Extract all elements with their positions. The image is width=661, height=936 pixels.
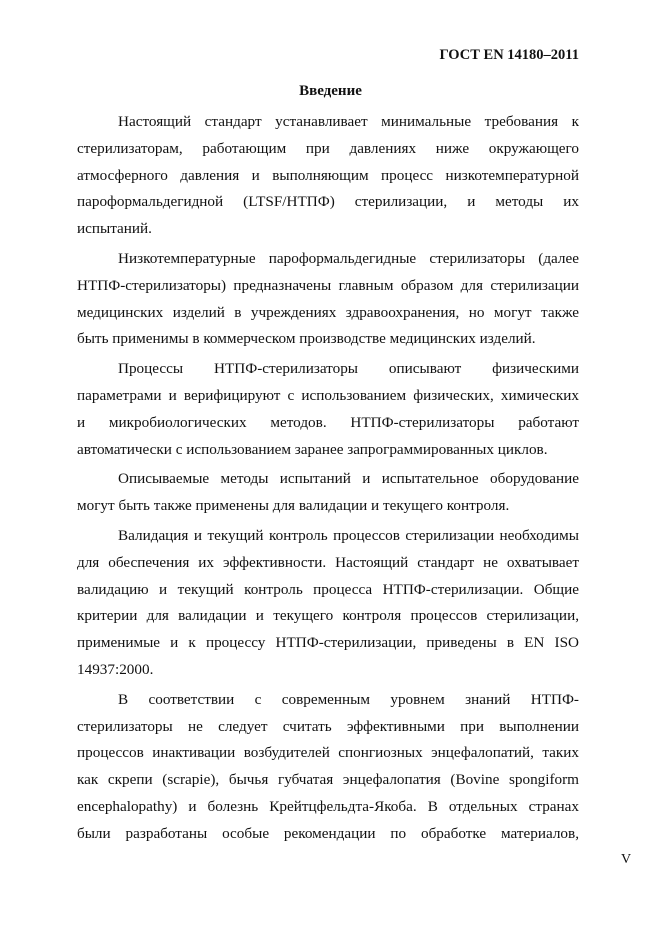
text-line: атмосферного давления и выполняющим процесс низкотемпературной — [77, 166, 579, 184]
text-line: медицинских изделий в учреждениях здравоохранения, но могут также — [77, 303, 579, 321]
text-line: испытаний. — [77, 220, 152, 238]
paragraph — [77, 356, 579, 463]
text-line: параметрами и верифицируют с использованием физических, химических — [77, 386, 579, 404]
section-title: Введение — [299, 83, 362, 99]
text-line: Низкотемпературные пароформальдегидные стерилизаторы (далее — [118, 249, 579, 267]
text-line: и микробиологических методов. НТПФ-стерилизаторы работают — [77, 413, 579, 431]
paragraph — [77, 466, 579, 520]
text-line: Процессы НТПФ-стерилизаторы описывают физическими — [118, 360, 579, 378]
text-line: 14937:2000. — [77, 660, 154, 678]
text-line: были разработаны особые рекомендации по обработке материалов, — [77, 824, 579, 842]
text-line: НТПФ-стерилизаторы) предназначены главным образом для стерилизации — [77, 276, 579, 294]
text-line: быть применимы в коммерческом производстве медицинских изделий. — [77, 330, 536, 348]
text-line: автоматически с использованием заранее запрограммированных циклов. — [77, 440, 548, 458]
page-number: V — [621, 852, 632, 867]
paragraph — [77, 523, 579, 684]
text-line: процессов инактивации возбудителей спонгиозных энцефалопатий, таких — [77, 744, 579, 762]
text-line: В соответствии с современным уровнем знаний НТПФ- — [118, 690, 579, 708]
document-header: ГОСТ EN 14180–2011 — [439, 47, 579, 63]
text-line: могут быть также применены для валидации и текущего контроля. — [77, 497, 510, 515]
text-line: стерилизаторам, работающим при давлениях ниже окружающего — [77, 139, 579, 157]
text-line: применимые и к процессу НТПФ-стерилизации, приведены в EN ISO — [77, 634, 579, 652]
text-line: валидацию и текущий контроль процесса НТПФ-стерилизации. Общие — [77, 580, 579, 598]
text-line: стерилизаторы не следует считать эффективными при выполнении — [77, 717, 579, 735]
text-line: как скрепи (scrapie), бычья губчатая энцефалопатия (Bovine spongiform — [77, 771, 579, 789]
text-line: критерии для валидации и текущего контроля процессов стерилизации, — [77, 607, 579, 625]
text-line: для обеспечения их эффективности. Настоящий стандарт не охватывает — [77, 553, 579, 571]
paragraph — [77, 109, 579, 243]
text-line: Настоящий стандарт устанавливает минимальные требования к — [118, 113, 579, 130]
text-line: Описываемые методы испытаний и испытательное оборудование — [118, 470, 579, 488]
paragraph — [77, 246, 579, 353]
text-line: пароформальдегидной (LTSF/НТПФ) стерилизации, и методы их — [77, 193, 579, 211]
paragraph — [77, 687, 579, 848]
document-body — [77, 109, 579, 851]
text-line: encephalopathy) и болезнь Крейтцфельдта-Якоба. В отдельных странах — [77, 797, 579, 815]
text-line: Валидация и текущий контроль процессов стерилизации необходимы — [118, 526, 579, 544]
